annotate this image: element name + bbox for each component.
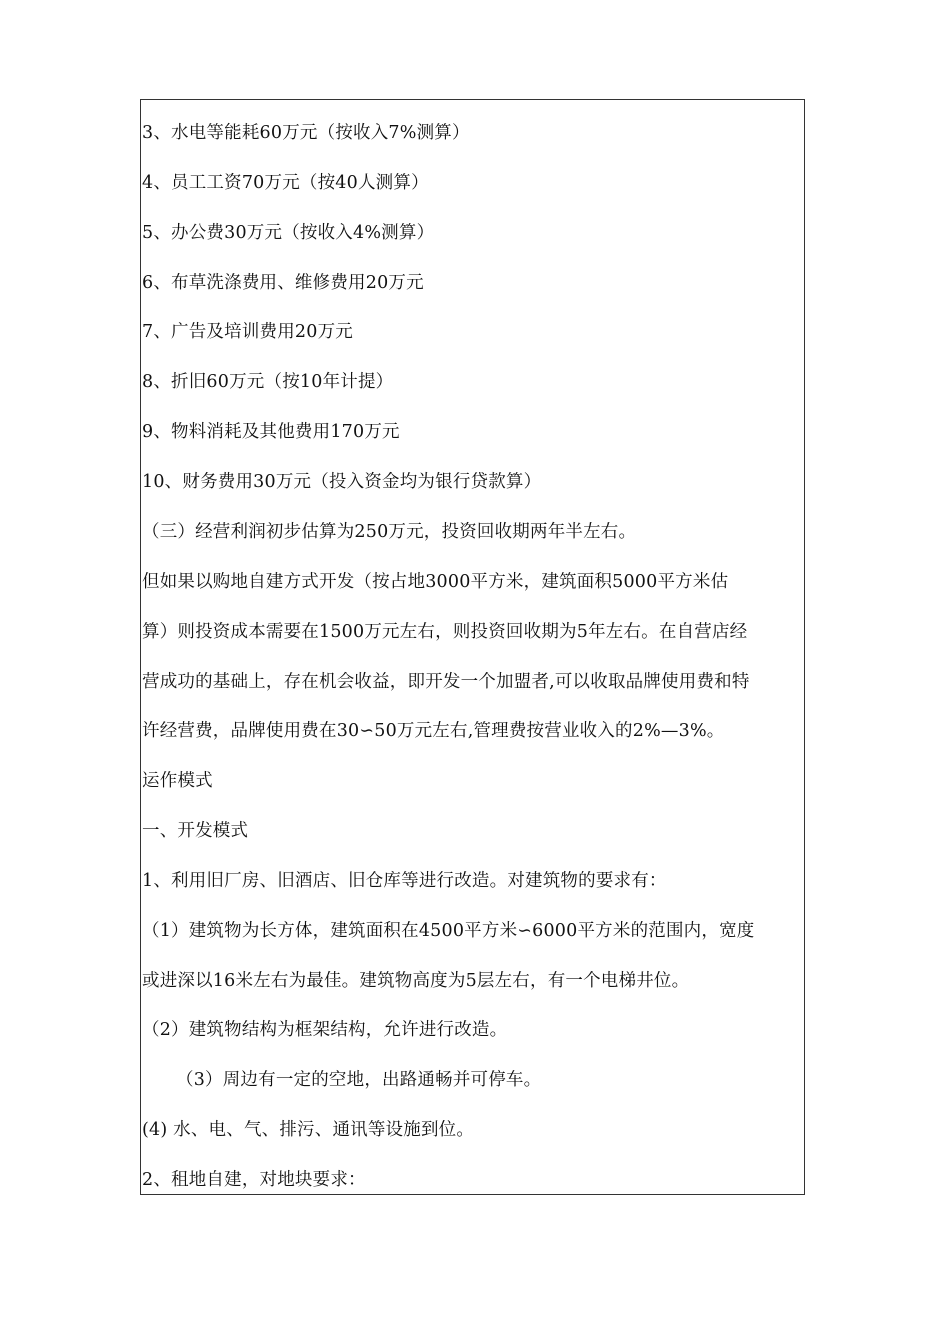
text-line: 1、利用旧厂房、旧酒店、旧仓库等进行改造。对建筑物的要求有： <box>142 871 667 891</box>
text-line: 营成功的基础上，存在机会收益，即开发一个加盟者,可以收取品牌使用费和特 <box>142 672 750 692</box>
text-line: 4、员工工资70万元（按40人测算） <box>142 173 429 193</box>
text-line: （3）周边有一定的空地，出路通畅并可停车。 <box>176 1070 542 1090</box>
text-line: （三）经营利润初步估算为250万元，投资回收期两年半左右。 <box>142 522 637 542</box>
text-line: 5、办公费30万元（按收入4%测算） <box>142 223 435 243</box>
text-line: 10、财务费用30万元（投入资金均为银行贷款算） <box>142 472 542 492</box>
text-line: 2、租地自建，对地块要求： <box>142 1170 366 1190</box>
section-heading: 运作模式 <box>142 771 213 791</box>
text-line: 7、广告及培训费用20万元 <box>142 322 354 342</box>
text-line: 或进深以16米左右为最佳。建筑物高度为5层左右，有一个电梯井位。 <box>142 971 690 991</box>
section-heading: 一、开发模式 <box>142 821 249 841</box>
text-line: 许经营费，品牌使用费在30∽50万元左右,管理费按营业收入的2%—3%。 <box>142 721 725 741</box>
text-line: 8、折旧60万元（按10年计提） <box>142 372 394 392</box>
text-line: （2）建筑物结构为框架结构，允许进行改造。 <box>142 1020 508 1040</box>
text-line: 6、布草洗涤费用、维修费用20万元 <box>142 273 424 293</box>
text-line: 3、水电等能耗60万元（按收入7%测算） <box>142 123 470 143</box>
text-line: 9、物料消耗及其他费用170万元 <box>142 422 400 442</box>
text-line: 但如果以购地自建方式开发（按占地3000平方米，建筑面积5000平方米估 <box>142 572 729 592</box>
text-line: 算）则投资成本需要在1500万元左右，则投资回收期为5年左右。在自营店经 <box>142 622 748 642</box>
text-line: （1）建筑物为长方体，建筑面积在4500平方米∽6000平方米的范围内，宽度 <box>142 921 755 941</box>
text-line: (4) 水、电、气、排污、通讯等设施到位。 <box>142 1120 475 1140</box>
